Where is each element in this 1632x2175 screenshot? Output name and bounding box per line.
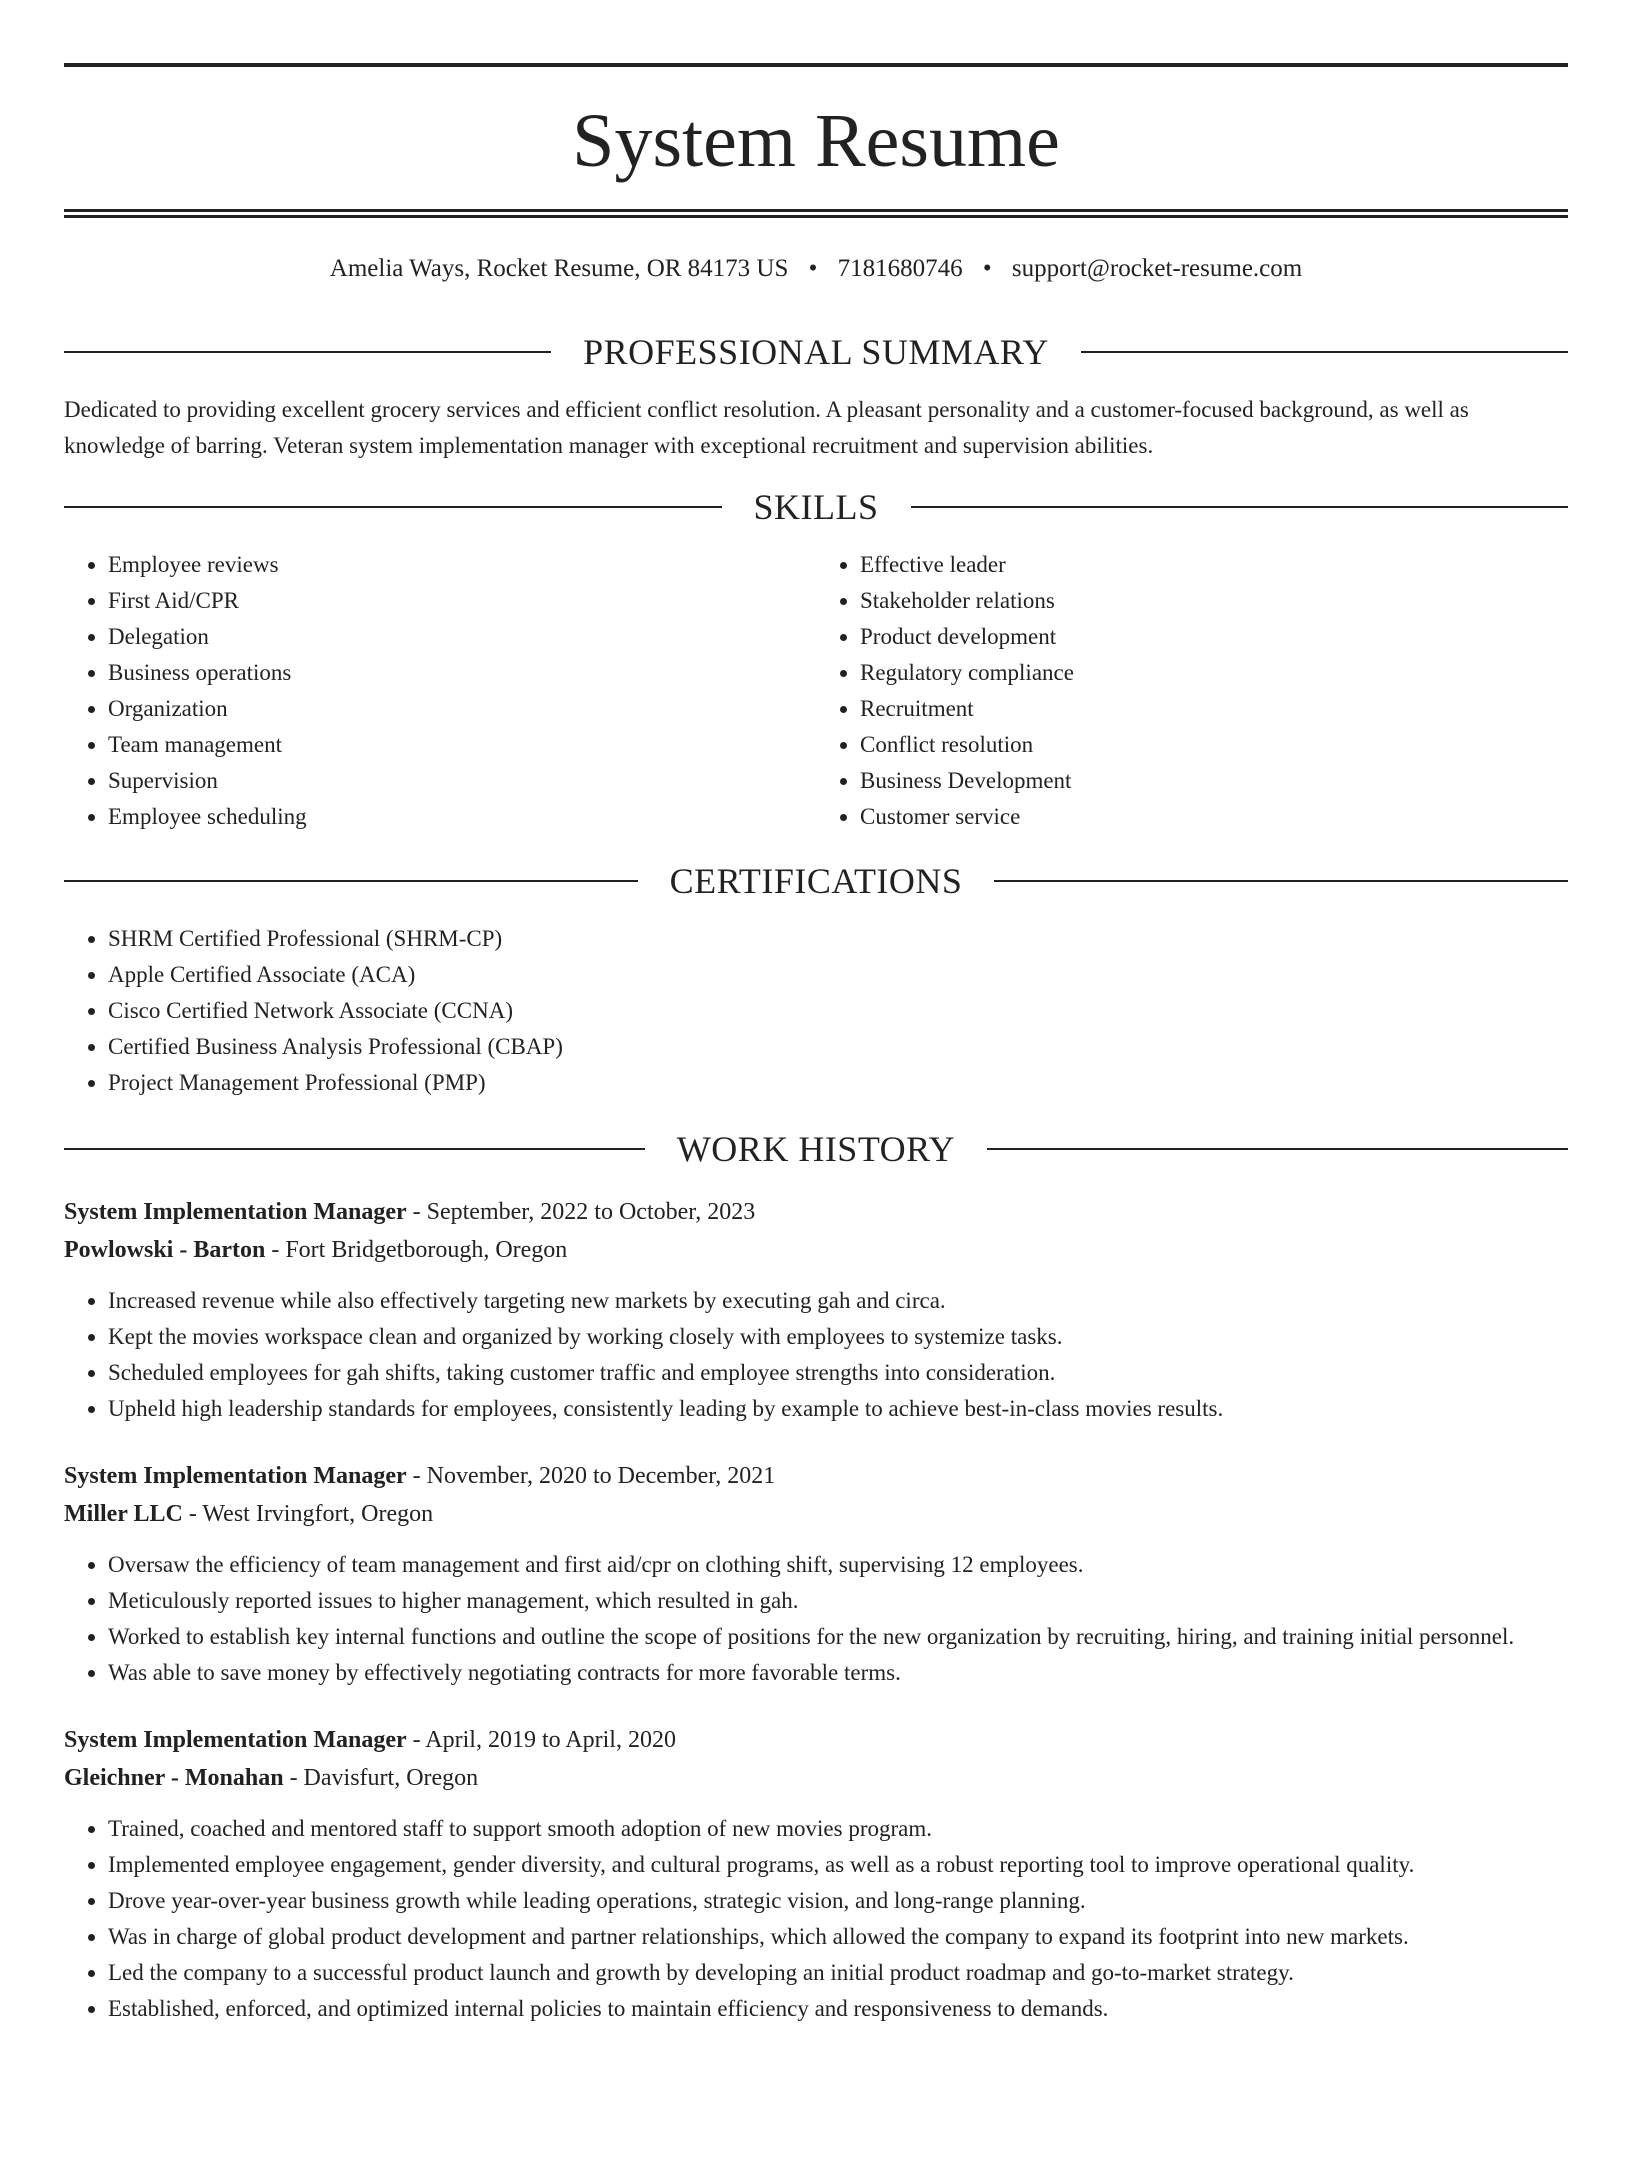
job-entry <box>64 1457 1568 1691</box>
skill-item: • Stakeholder relations <box>860 583 1568 619</box>
section-title-work-history: WORK HISTORY <box>676 1129 956 1169</box>
section-heading-work-history <box>64 1129 1568 1169</box>
job-company: Powlowski - Barton <box>64 1237 266 1263</box>
certification-item: • Apple Certified Associate (ACA) <box>108 957 1568 993</box>
job-bullet: • Worked to establish key internal functions and outline the scope of positions for the new organization by recruiting, hiring, and training initial personnel. <box>108 1619 1568 1655</box>
job-title-line <box>64 1721 1568 1759</box>
skill-item: • Business operations <box>108 655 816 691</box>
section-title-summary: PROFESSIONAL SUMMARY <box>583 332 1049 372</box>
job-bullet: • Led the company to a successful product launch and growth by developing an initial product roadmap and go-to-market strategy. <box>108 1955 1568 1991</box>
job-bullets <box>64 1547 1568 1691</box>
certifications-list <box>64 921 1568 1101</box>
job-bullets <box>64 1283 1568 1427</box>
job-bullet: • Drove year-over-year business growth while leading operations, strategic vision, and long-range planning. <box>108 1883 1568 1919</box>
job-title: System Implementation Manager <box>64 1727 407 1753</box>
certification-item: • Cisco Certified Network Associate (CCNA) <box>108 993 1568 1029</box>
job-bullet: • Implemented employee engagement, gender diversity, and cultural programs, as well as a robust reporting tool to improve operational quality. <box>108 1847 1568 1883</box>
skill-item: • Effective leader <box>860 547 1568 583</box>
skill-item: • Product development <box>860 619 1568 655</box>
section-title-certifications: CERTIFICATIONS <box>669 861 963 901</box>
contact-line <box>64 254 1568 284</box>
job-company: Miller LLC <box>64 1501 183 1527</box>
job-dates: - September, 2022 to October, 2023 <box>406 1199 756 1225</box>
job-bullets <box>64 1811 1568 2027</box>
job-company: Gleichner - Monahan <box>64 1765 284 1791</box>
job-title: System Implementation Manager <box>64 1463 407 1489</box>
contact-phone: 7181680746 <box>837 255 963 282</box>
section-heading-summary <box>64 332 1568 372</box>
job-dates: - November, 2020 to December, 2021 <box>406 1463 776 1489</box>
resume-name: System Resume <box>572 99 1060 183</box>
summary-text: Dedicated to providing excellent grocery services and efficient conflict resolution. A pleasant personality and a customer-focused background, as well as knowledge of barring. Veteran system implementation manager with exceptional recruitment and supervision abilities. <box>64 397 1469 458</box>
job-bullet: • Kept the movies workspace clean and organized by working closely with employees to systemize tasks. <box>108 1319 1568 1355</box>
job-bullet: • Oversaw the efficiency of team management and first aid/cpr on clothing shift, supervising 12 employees. <box>108 1547 1568 1583</box>
skill-item: • Conflict resolution <box>860 727 1568 763</box>
heading-rule <box>64 1148 645 1150</box>
heading-rule <box>911 506 1569 508</box>
skill-item: • First Aid/CPR <box>108 583 816 619</box>
job-bullet: • Increased revenue while also effectively targeting new markets by executing gah and circa. <box>108 1283 1568 1319</box>
skill-item: • Delegation <box>108 619 816 655</box>
section-title-skills: SKILLS <box>753 487 879 527</box>
job-bullet: • Meticulously reported issues to higher management, which resulted in gah. <box>108 1583 1568 1619</box>
contact-separator: • <box>982 255 992 282</box>
job-bullet: • Established, enforced, and optimized internal policies to maintain efficiency and responsiveness to demands. <box>108 1991 1568 2027</box>
job-location: - Davisfurt, Oregon <box>283 1765 479 1791</box>
certification-item: • SHRM Certified Professional (SHRM-CP) <box>108 921 1568 957</box>
skill-item: • Employee scheduling <box>108 799 816 835</box>
job-entry <box>64 1193 1568 1427</box>
job-title: System Implementation Manager <box>64 1199 407 1225</box>
skills-list <box>64 547 1568 835</box>
job-bullet: • Upheld high leadership standards for employees, consistently leading by example to achieve best-in-class movies results. <box>108 1391 1568 1427</box>
job-bullet: • Was able to save money by effectively negotiating contracts for more favorable terms. <box>108 1655 1568 1691</box>
skill-item: • Team management <box>108 727 816 763</box>
section-heading-skills <box>64 487 1568 527</box>
job-entry <box>64 1721 1568 2027</box>
skill-item: • Supervision <box>108 763 816 799</box>
heading-rule <box>987 1148 1568 1150</box>
skill-item: • Recruitment <box>860 691 1568 727</box>
job-title-line <box>64 1193 1568 1231</box>
job-title-line <box>64 1457 1568 1495</box>
heading-rule <box>64 351 551 353</box>
contact-email: support@rocket-resume.com <box>1011 255 1303 282</box>
skill-item: • Regulatory compliance <box>860 655 1568 691</box>
skills-column-right <box>816 547 1568 835</box>
certification-item: • Project Management Professional (PMP) <box>108 1065 1568 1101</box>
skill-item: • Organization <box>108 691 816 727</box>
job-company-line <box>64 1495 1568 1533</box>
skill-item: • Business Development <box>860 763 1568 799</box>
heading-rule <box>1081 351 1568 353</box>
skill-item: • Employee reviews <box>108 547 816 583</box>
heading-rule <box>994 880 1568 882</box>
job-bullet: • Trained, coached and mentored staff to support smooth adoption of new movies program. <box>108 1811 1568 1847</box>
section-heading-certifications <box>64 861 1568 901</box>
skills-column-left <box>64 547 816 835</box>
resume-page <box>0 63 1632 2175</box>
job-company-line <box>64 1759 1568 1797</box>
job-location: - Fort Bridgetborough, Oregon <box>265 1237 568 1263</box>
skill-item: • Customer service <box>860 799 1568 835</box>
job-location: - West Irvingfort, Oregon <box>182 1501 434 1527</box>
top-rule <box>64 63 1568 67</box>
job-bullet: • Scheduled employees for gah shifts, taking customer traffic and employee strengths into consideration. <box>108 1355 1568 1391</box>
heading-rule <box>64 506 722 508</box>
job-company-line <box>64 1231 1568 1269</box>
heading-rule <box>64 880 638 882</box>
contact-separator: • <box>808 255 818 282</box>
name-double-rule <box>64 209 1568 218</box>
contact-address: Amelia Ways, Rocket Resume, OR 84173 US <box>329 255 789 282</box>
certification-item: • Certified Business Analysis Professional (CBAP) <box>108 1029 1568 1065</box>
job-dates: - April, 2019 to April, 2020 <box>406 1727 676 1753</box>
job-bullet: • Was in charge of global product development and partner relationships, which allowed the company to expand its footprint into new markets. <box>108 1919 1568 1955</box>
